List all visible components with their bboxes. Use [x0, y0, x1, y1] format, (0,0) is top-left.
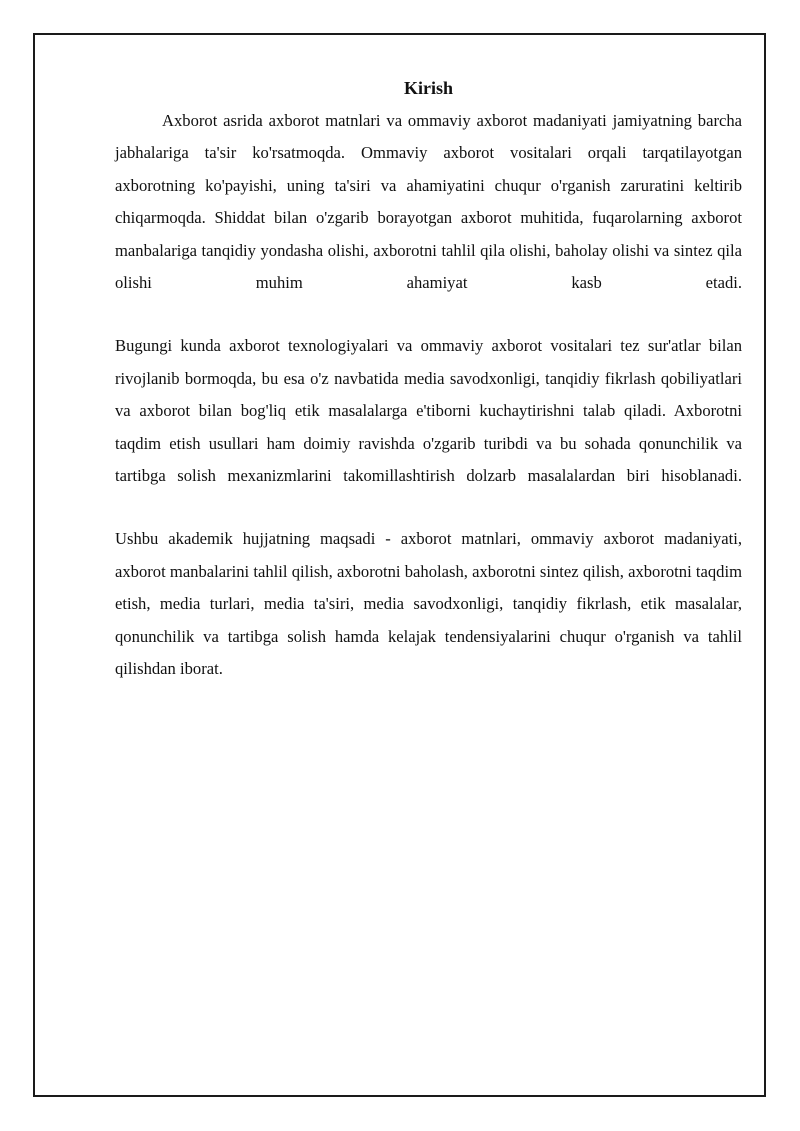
paragraph-spacer: [115, 299, 742, 330]
document-body: [115, 74, 742, 686]
paragraph-spacer: [115, 492, 742, 523]
paragraph-purpose: Ushbu akademik hujjatning maqsadi - axborot matnlari, ommaviy axborot madaniyati, axborot manbalarini tahlil qilish, axborotni baholash, axborotni sintez qilish, axborotni taqdim etish, media turlari, media ta'siri, media savodxonligi, tanqidiy fikrlash, etik masalalar, qonunchilik va tartibga solish hamda kelajak tendensiyalarini chuqur o'rganish va tahlil qilishdan iborat.: [115, 529, 742, 679]
paragraph-intro: Axborot asrida axborot matnlari va ommaviy axborot madaniyati jamiyatning barcha jabhalariga ta'sir ko'rsatmoqda. Ommaviy axborot vositalari orqali tarqatilayotgan axborotning ko'payishi, uning ta'siri va ahamiyatini chuqur o'rganish zaruratini keltirib chiqarmoqda. Shiddat bilan o'zgarib borayotgan axborot muhitida, fuqarolarning axborot manbalariga tanqidiy yondasha olishi, axborotni tahlil qila olishi, baholay olishi va sintez qila olishi muhim ahamiyat kasb etadi.: [115, 111, 742, 293]
section-title: Kirish: [403, 78, 453, 98]
paragraph-technology: Bugungi kunda axborot texnologiyalari va ommaviy axborot vositalari tez sur'atlar bilan rivojlanib bormoqda, bu esa o'z navbatida media savodxonligi, tanqidiy fikrlash qobiliyatlari va axborot bilan bog'liq etik masalalarga e'tiborni kuchaytirishni talab qiladi. Axborotni taqdim etish usullari ham doimiy ravishda o'zgarib turibdi va bu sohada qonunchilik va tartibga solish mexanizmlarini takomillashtirish dolzarb masalalardan biri hisoblanadi.: [115, 336, 742, 486]
